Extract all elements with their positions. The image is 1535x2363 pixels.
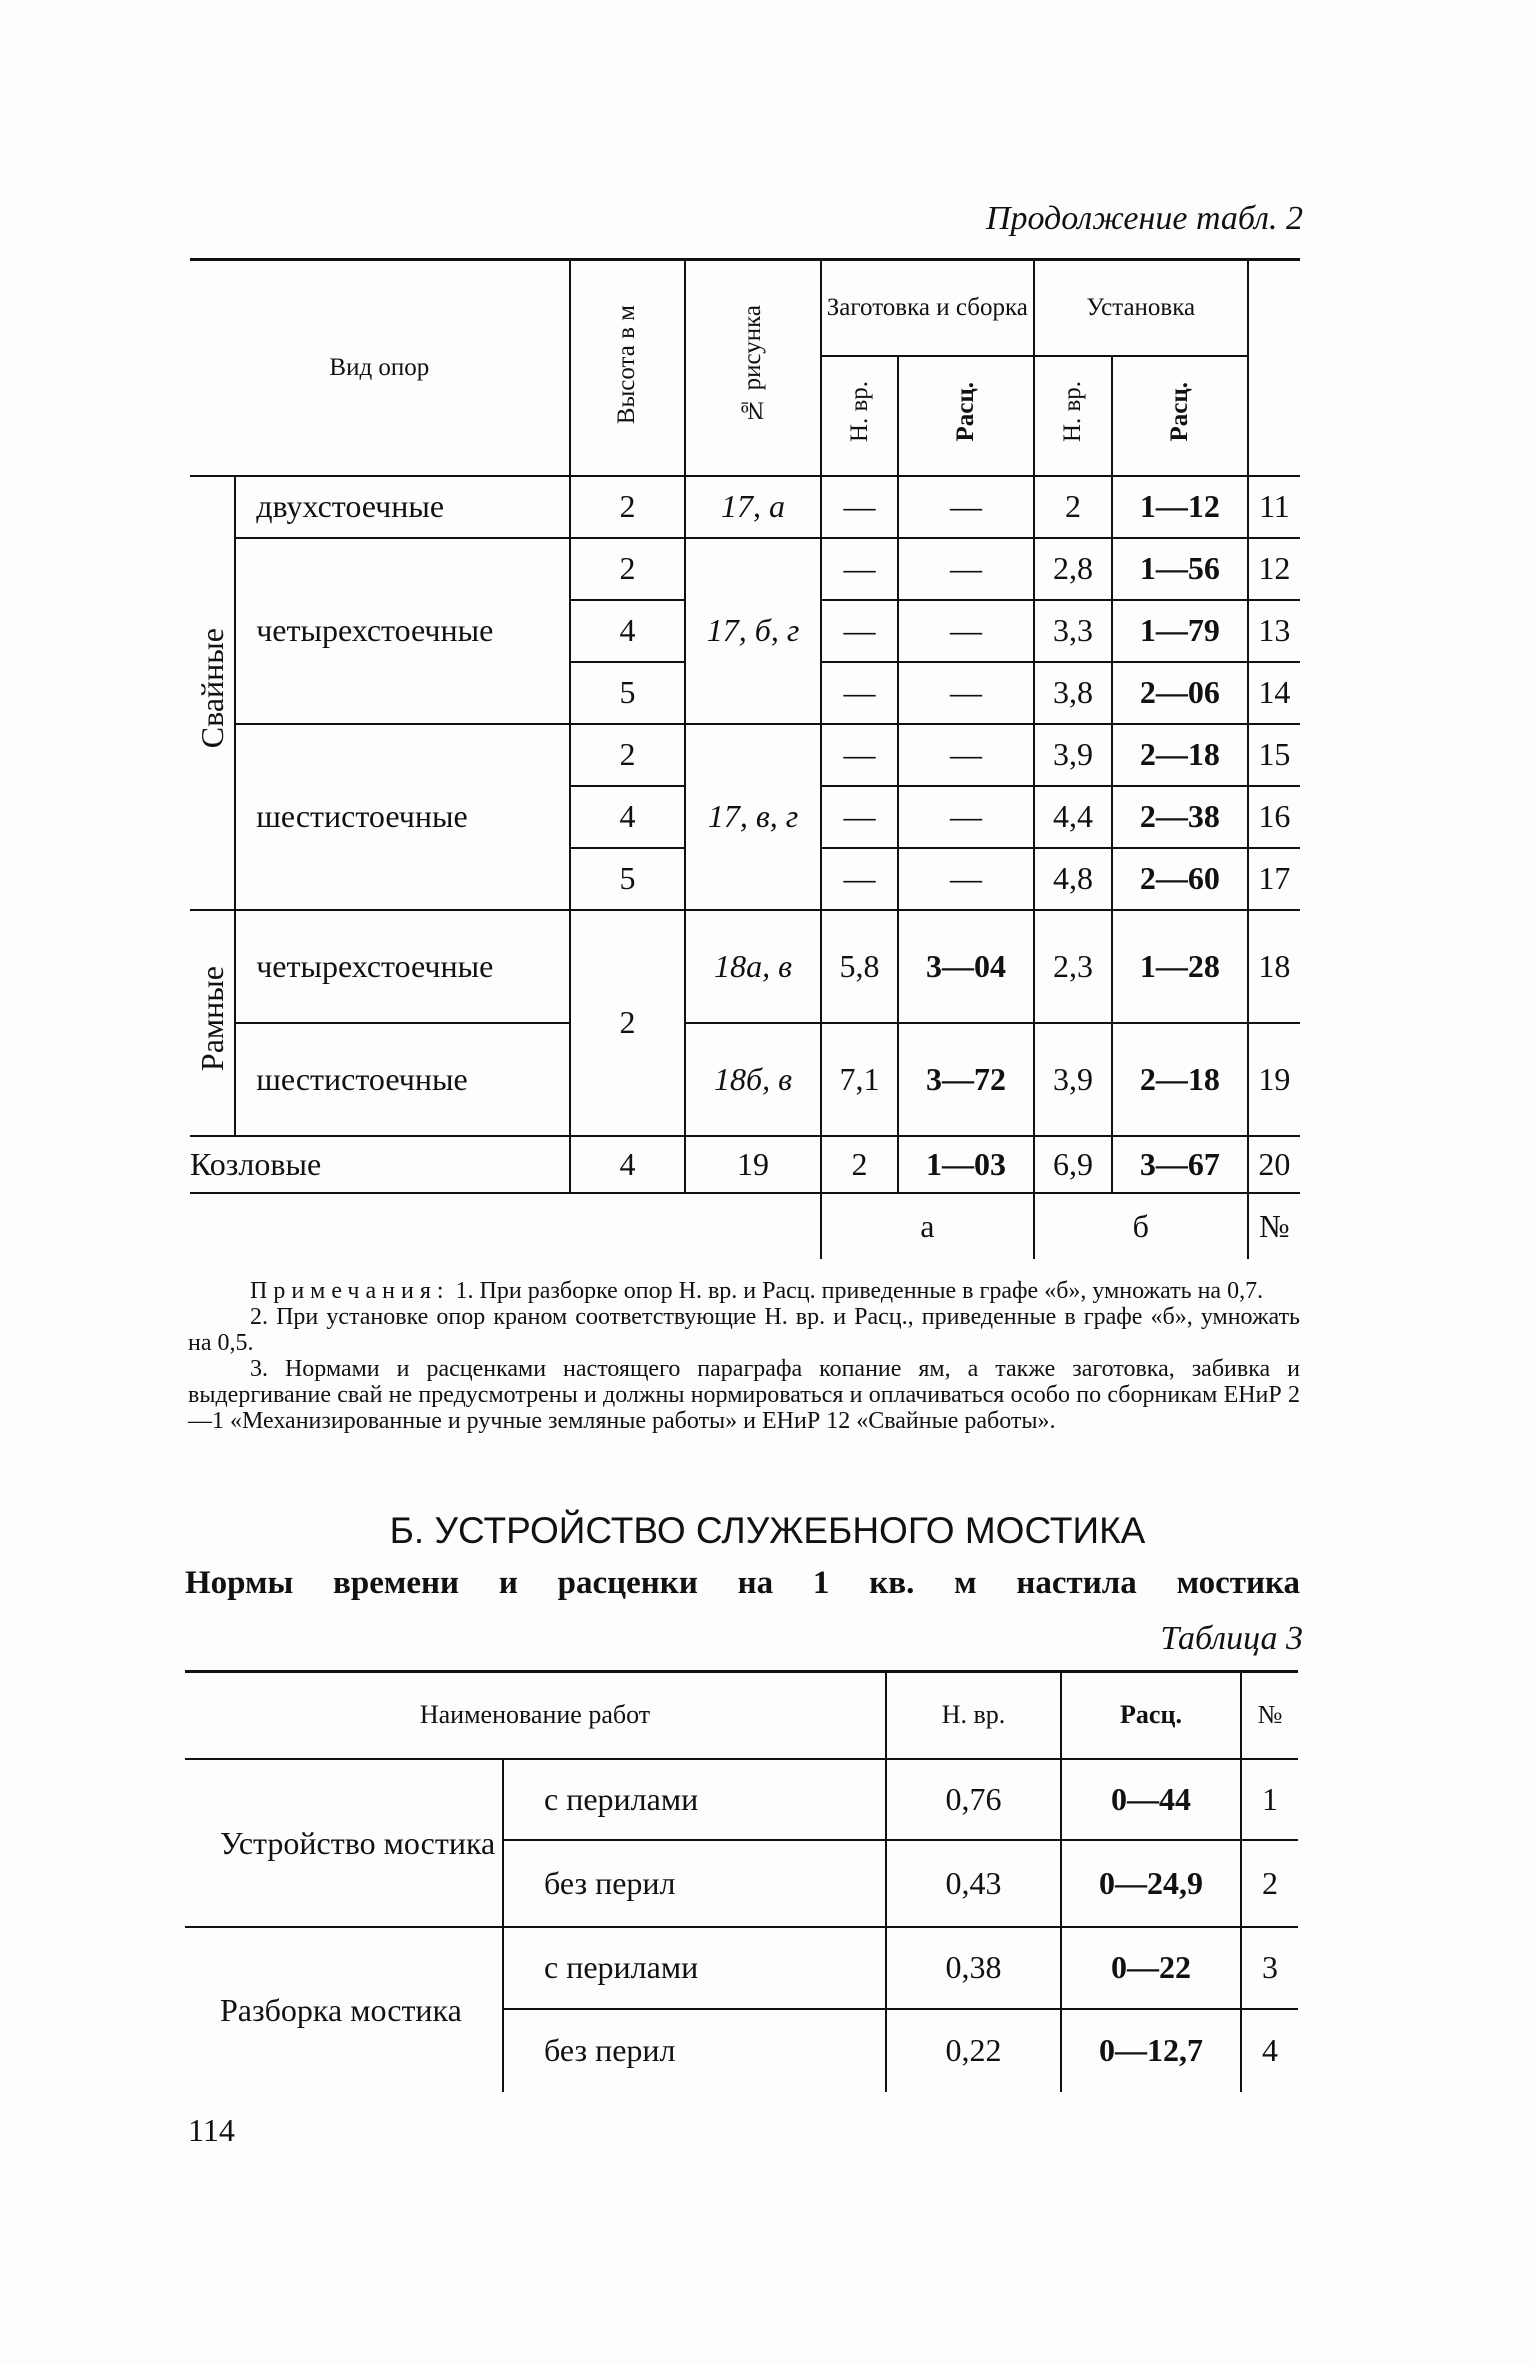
table-3-label: Таблица 3 [1160, 1620, 1303, 1657]
cell: 1 [1241, 1759, 1298, 1840]
cell: 0,76 [886, 1759, 1061, 1840]
table-continuation-label: Продолжение табл. 2 [985, 200, 1303, 237]
cell: 3,8 [1034, 662, 1112, 724]
cell: 4 [570, 1136, 686, 1193]
header-height: Высота в м [613, 304, 641, 424]
cell: 17, а [685, 476, 821, 538]
row-name: четырехстоечные [235, 538, 570, 724]
cell: 3,9 [1034, 724, 1112, 786]
cell: — [898, 786, 1034, 848]
cell: 18а, в [685, 910, 821, 1023]
cell: 20 [1248, 1136, 1300, 1193]
cell: — [821, 848, 898, 910]
cell: 0—24,9 [1061, 1840, 1241, 1927]
cell: 7,1 [821, 1023, 898, 1136]
cell: 1—56 [1112, 538, 1248, 600]
cell: 2—06 [1112, 662, 1248, 724]
cell: 3—72 [898, 1023, 1034, 1136]
cell: 12 [1248, 538, 1300, 600]
cell: — [821, 724, 898, 786]
table-row [190, 476, 1300, 538]
header-nvr: Н. вр. [845, 381, 873, 443]
cell: 5 [570, 848, 686, 910]
cell: 4,4 [1034, 786, 1112, 848]
cell: — [821, 538, 898, 600]
header-rasc: Расц. [951, 382, 979, 442]
cell: 2—18 [1112, 724, 1248, 786]
cell: 17, б, г [685, 538, 821, 724]
cell: 2 [1241, 1840, 1298, 1927]
cell: — [821, 786, 898, 848]
cell: — [898, 848, 1034, 910]
note-1: 1. При разборке опор Н. вр. и Расц. приведенные в графе «б», умножать на 0,7. [455, 1278, 1264, 1304]
cell: 0—44 [1061, 1759, 1241, 1840]
notes [188, 1278, 1300, 1434]
cell: с перилами [503, 1927, 886, 2009]
cell: — [821, 476, 898, 538]
cell: 1—03 [898, 1136, 1034, 1193]
cell: 3,9 [1034, 1023, 1112, 1136]
cell: — [821, 662, 898, 724]
cell: 3,3 [1034, 600, 1112, 662]
cell: 5,8 [821, 910, 898, 1023]
cell: 2 [570, 476, 686, 538]
footer-no: № [1248, 1193, 1300, 1259]
notes-label: Примечания: [250, 1278, 450, 1304]
cell: 0,22 [886, 2009, 1061, 2092]
cell: — [898, 600, 1034, 662]
cell: 0—12,7 [1061, 2009, 1241, 2092]
cell: 6,9 [1034, 1136, 1112, 1193]
cell: 4 [570, 600, 686, 662]
cell: 1—28 [1112, 910, 1248, 1023]
header-rasc: Расц. [1061, 1672, 1241, 1759]
cell: 4,8 [1034, 848, 1112, 910]
cell: 3—67 [1112, 1136, 1248, 1193]
cell: 2,8 [1034, 538, 1112, 600]
group-label: Рамные [193, 965, 230, 1072]
table-row [190, 1136, 1300, 1193]
table-3 [185, 1670, 1298, 2092]
cell: 2 [821, 1136, 898, 1193]
cell: 19 [685, 1136, 821, 1193]
note-3: 3. Нормами и расценками настоящего параграфа копание ям, а также заготовка, забивка и выдергивание свай не предусмотрены и должны нормироваться и оплачиваться особо по сборникам ЕНиР 2—1 «Механизированные и ручные земляные работы» и ЕНиР 12 «Свайные работы». [188, 1356, 1300, 1434]
row-name: четырехстоечные [235, 910, 570, 1023]
cell: — [898, 538, 1034, 600]
cell: без перил [503, 2009, 886, 2092]
section-title: Б. УСТРОЙСТВО СЛУЖЕБНОГО МОСТИКА [389, 1510, 1146, 1551]
cell: с перилами [503, 1759, 886, 1840]
header-install: Установка [1034, 260, 1248, 356]
cell: 2—18 [1112, 1023, 1248, 1136]
row-name: шестистоечные [235, 1023, 570, 1136]
page-number: 114 [188, 2112, 235, 2148]
header-no: № [1241, 1672, 1298, 1759]
table-row [190, 910, 1300, 1023]
header-rasc: Расц. [1165, 382, 1193, 442]
cell: 15 [1248, 724, 1300, 786]
table-row [185, 1759, 1298, 1840]
cell: 17, в, г [685, 724, 821, 910]
header-nvr: Н. вр. [886, 1672, 1061, 1759]
cell: 18б, в [685, 1023, 821, 1136]
cell: 1—12 [1112, 476, 1248, 538]
cell: — [898, 724, 1034, 786]
header-nvr: Н. вр. [1058, 381, 1086, 443]
table-row [190, 538, 1300, 600]
cell: 14 [1248, 662, 1300, 724]
cell: 18 [1248, 910, 1300, 1023]
cell: — [898, 476, 1034, 538]
cell: 0,38 [886, 1927, 1061, 2009]
footer-b: б [1034, 1193, 1248, 1259]
group-label: Свайные [193, 628, 230, 749]
header-figure: № рисунка [739, 304, 767, 424]
footer-a: а [821, 1193, 1034, 1259]
cell: без перил [503, 1840, 886, 1927]
cell: 17 [1248, 848, 1300, 910]
cell: 11 [1248, 476, 1300, 538]
cell: 2—38 [1112, 786, 1248, 848]
cell: — [898, 662, 1034, 724]
cell: 0—22 [1061, 1927, 1241, 2009]
row-name: Козловые [190, 1136, 570, 1193]
cell: 1—79 [1112, 600, 1248, 662]
cell: 2 [570, 538, 686, 600]
note-2: 2. При установке опор краном соответствующие Н. вр. и Расц., приведенные в графе «б», умножать на 0,5. [188, 1304, 1300, 1356]
subtitle: Нормы времени и расценки на 1 кв. м настила мостика [185, 1565, 1300, 1601]
table-row [185, 1927, 1298, 2009]
header-prep: Заготовка и сборка [821, 260, 1034, 356]
group-label: Устройство мостика [185, 1759, 503, 1927]
cell: 4 [570, 786, 686, 848]
cell: 2 [570, 724, 686, 786]
cell: 2 [1034, 476, 1112, 538]
cell: 4 [1241, 2009, 1298, 2092]
cell: 13 [1248, 600, 1300, 662]
cell: 2—60 [1112, 848, 1248, 910]
row-name: шестистоечные [235, 724, 570, 910]
table-2 [190, 258, 1300, 1259]
cell: 2 [570, 910, 686, 1136]
cell: 19 [1248, 1023, 1300, 1136]
cell: 3 [1241, 1927, 1298, 2009]
group-label: Разборка мостика [220, 1991, 462, 2028]
cell: 2,3 [1034, 910, 1112, 1023]
cell: 5 [570, 662, 686, 724]
header-type: Вид опор [190, 260, 570, 476]
header-name: Наименование работ [185, 1672, 886, 1759]
cell: — [821, 600, 898, 662]
row-name: двухстоечные [235, 476, 570, 538]
table-row [190, 724, 1300, 786]
table-row [190, 1023, 1300, 1136]
cell: 16 [1248, 786, 1300, 848]
cell: 3—04 [898, 910, 1034, 1023]
cell: 0,43 [886, 1840, 1061, 1927]
